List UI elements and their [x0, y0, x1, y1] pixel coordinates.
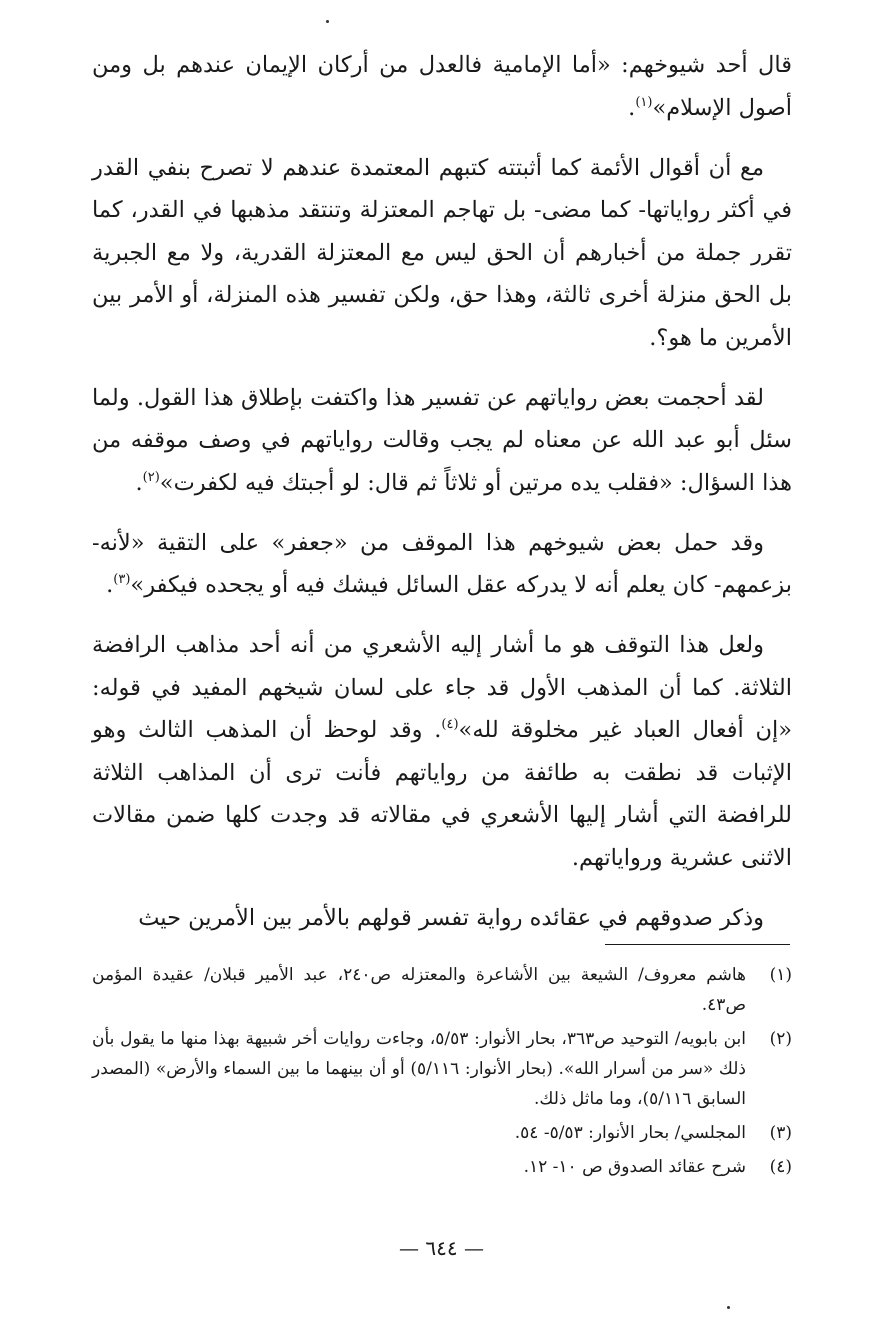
footnote-number: (٣) — [769, 1123, 792, 1143]
footnote-1 — [92, 960, 792, 1020]
footnote-text: المجلسي/ بحار الأنوار: ٥/٥٣- ٥٤. — [514, 1123, 746, 1143]
footnote-text: هاشم معروف/ الشيعة بين الأشاعرة والمعتزله ص٢٤٠، عبد الأمير قبلان/ عقيدة المؤمن ص٤٣. — [92, 965, 746, 1015]
page-speck — [727, 1306, 730, 1309]
footnote-number: (١) — [769, 965, 792, 985]
footnote-text: ابن بابويه/ التوحيد ص٣٦٣، بحار الأنوار: ٥/٥٣، وجاءت روايات أخر شبيهة بهذا منها ما يقول بأن ذلك «سر من أسرار الله». (بحار الأنوار: ٥/١١٦) أو أن بينهما ما بين السماء والأرض» (المصدر السابق ٥/١١٦)، وما ماثل ذلك. — [92, 1029, 746, 1109]
footnote-ref-2: (٢) — [142, 469, 160, 485]
paragraph-1: قال أحد شيوخهم: «أما الإمامية فالعدل من أركان الإيمان عندهم بل ومن أصول الإسلام»$^{(١)}$. — [92, 52, 792, 121]
footnote-number: (٤) — [769, 1157, 792, 1177]
paragraph-2: مع أن أقوال الأئمة كما أثبتته كتبهم المعتمدة عندهم لا تصرح بنفي القدر في أكثر رواياتها- كما مضى- بل تهاجم المعتزلة وتنتقد مذهبها في القدر، كما تقرر جملة من أخبارهم أن الحق ليس مع المعتزلة القدرية، ولا مع الجبرية بل الحق منزلة أخرى ثالثة، وهذا حق، ولكن تفسير هذه المنزلة، أو الأمر بين الأمرين ما هو؟. — [92, 154, 792, 351]
footnote-2 — [92, 1024, 792, 1114]
footnote-3 — [92, 1118, 792, 1148]
page-speck — [326, 20, 329, 23]
paragraph-4: وقد حمل بعض شيوخهم هذا الموقف من «جعفر» على التقية «لأنه- بزعمهم- كان يعلم أنه لا يدركه عقل السائل فيشك فيه أو يجحده فيكفر»$^{(٣)}$. — [92, 529, 792, 598]
footnote-ref-3: (٣) — [113, 572, 131, 587]
footnotes — [92, 960, 792, 1186]
footnote-text: شرح عقائد الصدوق ص ١٠- ١٢. — [523, 1157, 746, 1177]
footnote-separator — [605, 944, 790, 945]
footnote-ref-1: (١) — [635, 94, 653, 110]
footnote-4 — [92, 1152, 792, 1182]
paragraph-3: لقد أحجمت بعض رواياتهم عن تفسير هذا واكتفت بإطلاق هذا القول. ولما سئل أبو عبد الله عن معناه لم يجب وقالت رواياتهم في وصف موقفه من هذا السؤال: «فقلب يده مرتين أو ثلاثاً ثم قال: لو أجبتك فيه لكفرت»$^{(٢)}$. — [92, 384, 792, 496]
paragraph-5: ولعل هذا التوقف هو ما أشار إليه الأشعري من أنه أحد مذاهب الرافضة الثلاثة. كما أن المذهب الأول قد جاء على لسان شيخهم المفيد في قوله: «إن أفعال العباد غير مخلوقة لله»$^{(٤)}$. وقد لوحظ أن المذهب الثالث وهو الإثبات قد نطقت به طائفة من رواياتهم فأنت ترى أن المذاهب الثلاثة للرافضة التي أشار إليها الأشعري في مقالاته قد وجدت كلها ضمن مقالات الاثنى عشرية ورواياتهم. — [92, 632, 792, 871]
paragraph-6: وذكر صدوقهم في عقائده رواية تفسر قولهم بالأمر بين الأمرين حيث — [138, 904, 764, 931]
footnote-ref-4: (٤) — [441, 717, 459, 732]
footnote-number: (٢) — [769, 1029, 792, 1049]
page-number: — ٦٤٤ — — [399, 1236, 484, 1260]
main-text — [92, 44, 792, 957]
